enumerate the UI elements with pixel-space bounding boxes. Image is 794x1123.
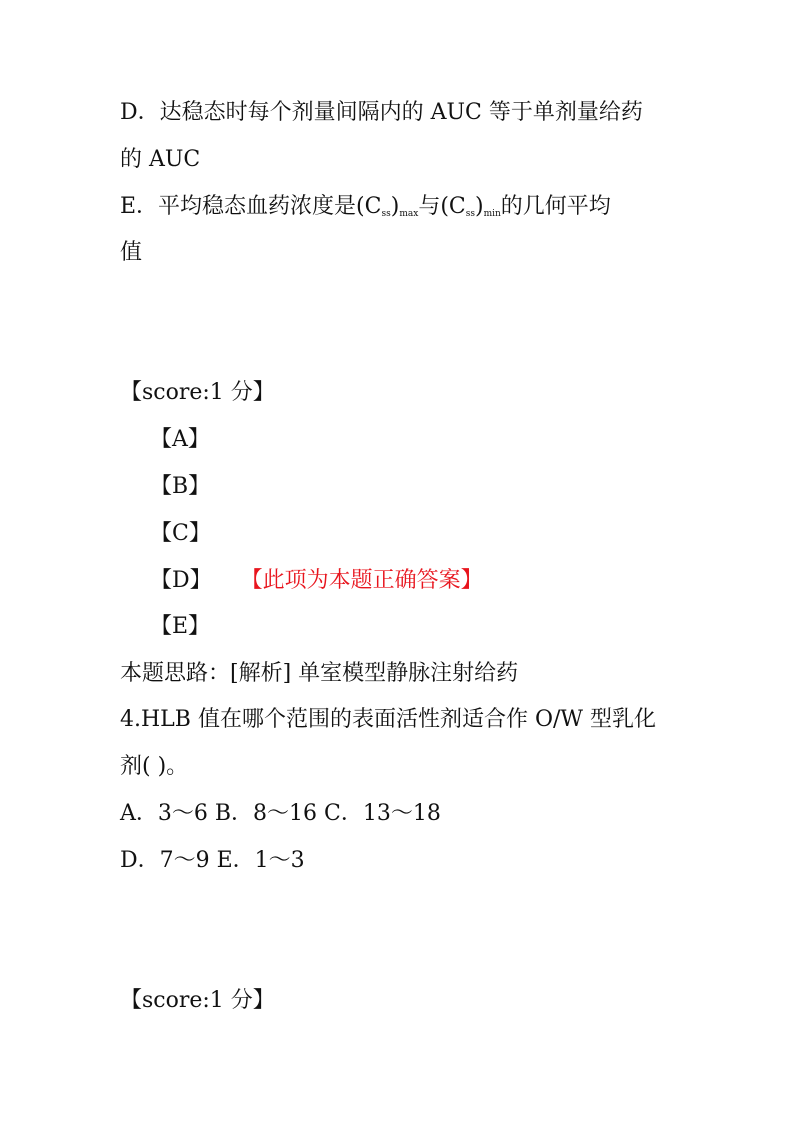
- option-e-line2: 值: [120, 240, 143, 265]
- option-d-line1: D．达稳态时每个剂量间隔内的 AUC 等于单剂量给药: [120, 100, 643, 125]
- answer-a: 【A】: [150, 427, 210, 452]
- option-e-sub-min: min: [483, 209, 501, 219]
- question-4-options-line1: A．3～6 B．8～16 C．13～18: [120, 801, 441, 826]
- option-e-sub-max: max: [399, 209, 419, 219]
- option-d-line2: 的 AUC: [120, 147, 201, 172]
- option-e-paren-1: ): [390, 194, 400, 219]
- score-label: 【score:1 分】: [120, 380, 275, 405]
- option-e-sub-ss-1: ss: [381, 209, 391, 219]
- score-label-q4: 【score:1 分】: [120, 988, 275, 1013]
- answer-d: 【D】: [150, 568, 212, 593]
- question-4-stem-line2: 剂( )。: [120, 754, 189, 779]
- analysis-text: 本题思路：[解析] 单室模型静脉注射给药: [120, 661, 519, 686]
- option-e-prefix: E．平均稳态血药浓度是(C: [120, 194, 382, 219]
- option-e-suffix: 的几何平均: [500, 194, 611, 219]
- answer-c: 【C】: [150, 521, 211, 546]
- answer-b: 【B】: [150, 474, 211, 499]
- question-4-stem-line1: 4.HLB 值在哪个范围的表面活性剂适合作 O/W 型乳化: [120, 707, 656, 732]
- question-4-options-line2: D．7～9 E．1～3: [120, 848, 305, 873]
- answer-d-row: [150, 566, 483, 596]
- option-e-paren-2: ): [474, 194, 484, 219]
- answer-e: 【E】: [150, 614, 211, 639]
- correct-answer-note: 【此项为本题正确答案】: [251, 568, 483, 593]
- option-e-sub-ss-2: ss: [465, 209, 475, 219]
- option-e-line1: [120, 192, 611, 229]
- option-e-mid: 与(C: [418, 194, 466, 219]
